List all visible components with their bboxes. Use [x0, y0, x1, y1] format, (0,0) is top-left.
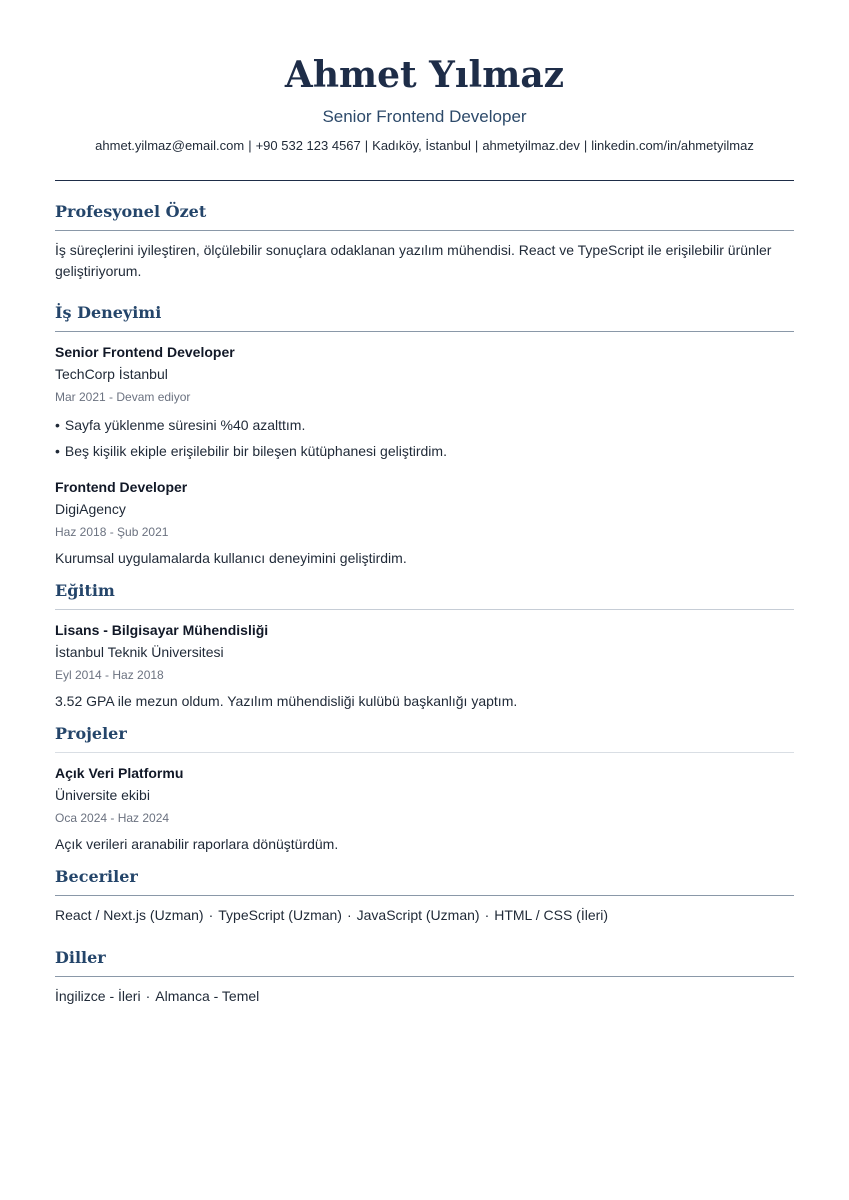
resume-header [55, 0, 794, 181]
school-name: İstanbul Teknik Üniversitesi [55, 644, 224, 660]
contact-location: Kadıköy, İstanbul [372, 138, 471, 153]
contact-line [55, 137, 794, 155]
summary-section [55, 202, 794, 282]
achievement-item: • Beş kişilik ekiple erişilebilir bir bileşen kütüphanesi geliştirdim. [55, 438, 794, 464]
skills-list [55, 905, 794, 926]
contact-separator: | [364, 138, 369, 153]
experience-entry [55, 341, 794, 464]
project-entry [55, 762, 794, 855]
list-separator: · [484, 907, 490, 923]
contact-linkedin[interactable]: linkedin.com/in/ahmetyilmaz [591, 138, 754, 153]
achievement-item: • Sayfa yüklenme süresini %40 azalttım. [55, 412, 794, 438]
skill-item: JavaScript (Uzman) [356, 907, 480, 923]
section-heading: Eğitim [55, 581, 794, 610]
list-separator: · [145, 988, 151, 1004]
project-dates: Oca 2024 - Haz 2024 [55, 811, 170, 825]
job-dates: Mar 2021 - Devam ediyor [55, 390, 191, 404]
candidate-name: Ahmet Yılmaz [284, 54, 565, 96]
education-section [55, 581, 794, 712]
list-separator: · [346, 907, 352, 923]
section-heading: Beceriler [55, 867, 794, 896]
contact-separator: | [248, 138, 252, 153]
job-description: Kurumsal uygulamalarda kullanıcı deneyimini geliştirdim. [55, 550, 407, 566]
candidate-title: Senior Frontend Developer [322, 107, 527, 126]
skill-item: React / Next.js (Uzman) [55, 907, 204, 923]
contact-email[interactable]: ahmet.yilmaz@email.com [95, 138, 245, 153]
education-dates: Eyl 2014 - Haz 2018 [55, 668, 164, 682]
skill-item: TypeScript (Uzman) [218, 907, 342, 923]
company-name: TechCorp İstanbul [55, 366, 168, 382]
education-entry [55, 619, 794, 712]
contact-separator: | [474, 138, 479, 153]
header-divider [55, 180, 794, 181]
section-heading: İş Deneyimi [55, 303, 794, 332]
language-item: Almanca - Temel [155, 988, 260, 1004]
contact-separator: | [583, 138, 588, 153]
language-item: İngilizce - İleri [55, 988, 141, 1004]
project-description: Açık verileri aranabilir raporlara dönüştürdüm. [55, 836, 339, 852]
skill-item: HTML / CSS (İleri) [494, 907, 609, 923]
section-heading: Profesyonel Özet [55, 202, 794, 231]
company-name: DigiAgency [55, 501, 126, 517]
section-heading: Diller [55, 948, 794, 977]
list-separator: · [208, 907, 214, 923]
achievement-list [55, 412, 794, 464]
experience-section [55, 303, 794, 569]
languages-section [55, 948, 794, 1007]
job-dates: Haz 2018 - Şub 2021 [55, 525, 169, 539]
skills-section [55, 867, 794, 926]
section-heading: Projeler [55, 724, 794, 753]
contact-phone[interactable]: +90 532 123 4567 [255, 138, 361, 153]
experience-entry [55, 476, 794, 569]
project-title: Açık Veri Platformu [55, 765, 184, 781]
projects-section [55, 724, 794, 855]
summary-text: İş süreçlerini iyileştiren, ölçülebilir sonuçlara odaklanan yazılım mühendisi. React ve TypeScript ile erişilebilir ürünler geliştiriyorum. [55, 242, 772, 279]
education-description: 3.52 GPA ile mezun oldum. Yazılım mühendisliği kulübü başkanlığı yaptım. [55, 693, 518, 709]
job-title: Senior Frontend Developer [55, 344, 235, 360]
contact-website[interactable]: ahmetyilmaz.dev [482, 138, 580, 153]
job-title: Frontend Developer [55, 479, 188, 495]
languages-list [55, 986, 794, 1007]
project-team: Üniversite ekibi [55, 787, 150, 803]
degree-title: Lisans - Bilgisayar Mühendisliği [55, 622, 269, 638]
